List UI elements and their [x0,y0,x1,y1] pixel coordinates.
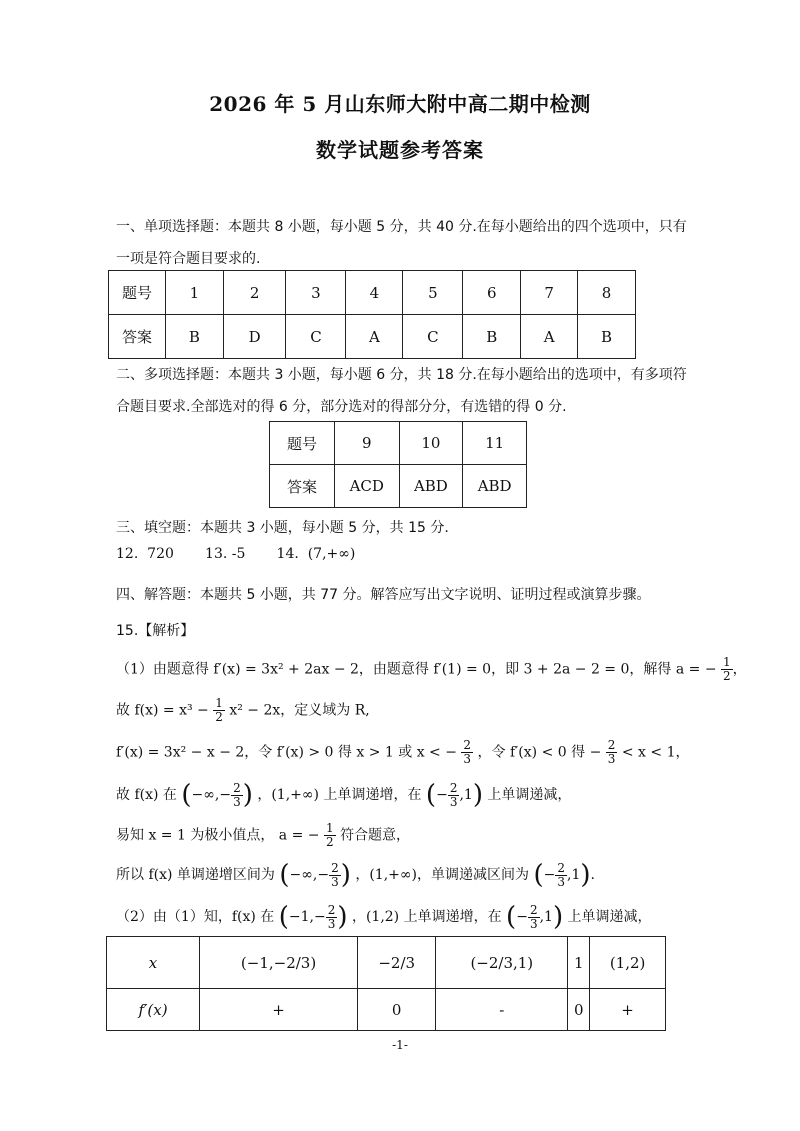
solution-text: 符合题意， [340,827,411,844]
table-cell: (1,2) [590,937,666,989]
table-row [109,271,636,315]
fraction [231,782,243,809]
fraction-numerator: 2 [233,780,241,795]
fraction [555,862,567,889]
fraction [329,862,341,889]
table-cell: 3 [286,271,346,315]
table-cell: A [346,315,403,359]
table-cell: ACD [335,465,400,508]
table-cell: + [200,989,358,1031]
table-cell: −2/3 [358,937,436,989]
fraction-denominator: 2 [215,710,223,724]
fraction [448,782,460,809]
fraction-numerator: 2 [463,738,472,752]
section1-heading: 一、单项选择题：本题共 8 小题，每小题 5 分，共 40 分.在每小题给出的四个选项中，只有 [116,219,687,235]
fraction-denominator: 3 [449,794,458,809]
multi-choice-answer-table [269,421,527,508]
row-label-question: 题号 [109,271,166,315]
solution-text: f′(x) = 3x² − x − 2，令 f′(x) > 0 得 x > 1 或 x < − [116,744,457,761]
solution-line: 所以 f(x) 单调递增区间为 (−∞,− $\frac{2}{3}$ ) ，(1,+∞)，单调递减区间为 (− $\frac{2}{3}$ ,1). [116,860,595,890]
table-row [270,465,527,508]
table-cell: 0 [568,989,590,1031]
solution-line: （2）由（1）知，f(x) 在 (−1,− $\frac{2}{3}$ ) ，(1,2) 上单调递增，在 (− $\frac{2}{3}$ ,1) 上单调递减， [116,902,652,932]
table-cell: + [590,989,666,1031]
fraction-denominator: 3 [463,752,472,766]
table-cell: 0 [358,989,436,1031]
table-cell: C [403,315,463,359]
solution-text: − [543,867,556,883]
solution-line [116,822,410,849]
solution-text: −1,− [288,909,326,925]
table-cell: A [521,315,578,359]
solution-text: 上单调递减， [567,909,652,925]
solution-text: ，令 f′(x) < 0 得 − [477,744,602,761]
fraction-numerator: 2 [331,860,339,875]
solution-text: − [436,787,448,803]
table-cell: 1 [166,271,224,315]
row-label-answer: 答案 [109,315,166,359]
fraction-numerator: 2 [449,780,458,795]
fraction-numerator: 1 [215,696,223,710]
fraction-denominator: 3 [327,916,336,931]
question-15-heading: 15.【解析】 [116,623,195,639]
derivative-sign-table [106,936,666,1031]
solution-text: （1）由题意得 f′(x) = 3x² + 2ax − 2，由题意得 f′(1) = 0，即 3 + 2a − 2 = 0，解得 a = − [116,661,717,678]
table-cell: B [166,315,224,359]
fraction-numerator: 2 [327,902,336,917]
row-label-derivative: f′(x) [107,989,200,1031]
solution-line: （1）由题意得 f′(x) = 3x² + 2ax − 2，由题意得 f′(1) = 0，即 3 + 2a − 2 = 0，解得 a = − $\frac{1}{2}$ ， [116,655,747,683]
table-cell: ABD [463,465,527,508]
solution-line [116,739,689,766]
single-choice-answer-table [108,270,636,359]
row-label-question: 题号 [270,422,335,465]
fraction-numerator: 2 [529,902,538,917]
fraction-denominator: 3 [607,752,616,766]
solution-text: 所以 f(x) 单调递增区间为 [116,867,275,883]
section2-heading: 二、多项选择题：本题共 3 小题，每小题 6 分，共 18 分.在每小题给出的选项中，有多项符 [116,367,687,383]
solution-text: ，(1,2) 上单调递增，在 [351,909,502,925]
table-cell: 2 [223,271,286,315]
table-cell: 6 [463,271,521,315]
table-cell: 8 [578,271,636,315]
section2-heading-cont: 合题目要求.全部选对的得 6 分，部分选对的得部分分，有选错的得 0 分. [116,399,567,415]
fraction [324,822,336,849]
table-cell: (−1,−2/3) [200,937,358,989]
fraction-denominator: 3 [233,794,241,809]
document-title: 2026 年 5 月山东师大附中高二期中检测 [209,92,591,116]
table-cell: ABD [399,465,463,508]
fraction [721,656,733,683]
table-cell: - [436,989,568,1031]
section3-heading: 三、填空题：本题共 3 小题，每小题 5 分，共 15 分. [116,520,449,536]
fill-in-answers: 12. 720 13. -5 14. (7,+∞) [116,546,356,562]
fraction-denominator: 2 [325,835,334,849]
solution-text: . [590,867,595,883]
solution-text: < x < 1， [621,744,690,761]
row-label-x: x [107,937,200,989]
solution-text: a = − [278,827,320,844]
table-row [107,937,666,989]
solution-text: − [516,909,528,925]
section1-heading-cont: 一项是符合题目要求的. [116,251,261,267]
table-cell: 4 [346,271,403,315]
fraction-numerator: 2 [557,860,566,875]
table-cell: D [223,315,286,359]
fraction [528,904,540,931]
solution-text: （2）由（1）知，f(x) 在 [116,909,275,925]
fraction-denominator: 3 [331,874,339,889]
fraction-denominator: 2 [723,669,731,683]
solution-text: ,1 [539,909,553,925]
document-subtitle: 数学试题参考答案 [316,138,484,162]
solution-text: −∞,− [191,787,232,803]
solution-text: ,1 [567,867,581,883]
fraction [606,739,618,766]
solution-text: 故 f(x) = x³ − [116,702,209,719]
solution-text: 上单调递减， [487,787,572,803]
table-cell: (−2/3,1) [436,937,568,989]
solution-text: ，(1,+∞) 上单调递增，在 [257,787,422,803]
fraction-numerator: 2 [607,738,616,752]
table-cell: 7 [521,271,578,315]
fraction-numerator: 1 [325,821,334,835]
table-cell: 1 [568,937,590,989]
fraction-denominator: 3 [529,916,538,931]
solution-line: 故 f(x) 在 (−∞,− $\frac{2}{3}$ ) ，(1,+∞) 上单调递增，在 (− $\frac{2}{3}$ ,1) 上单调递减， [116,780,572,810]
solution-text: ，(1,+∞)，单调递减区间为 [355,867,530,883]
fraction-numerator: 1 [723,655,731,669]
table-row [270,422,527,465]
table-cell: 9 [335,422,400,465]
table-cell: C [286,315,346,359]
fraction-denominator: 3 [557,874,566,889]
solution-text: 故 f(x) 在 [116,787,177,803]
table-cell: B [578,315,636,359]
solution-text: ,1 [459,787,473,803]
page-number: -1- [392,1038,408,1052]
table-cell: 5 [403,271,463,315]
table-row [107,989,666,1031]
table-cell: B [463,315,521,359]
row-label-answer: 答案 [270,465,335,508]
fraction [326,904,338,931]
table-cell: 11 [463,422,527,465]
solution-text: −∞,− [289,867,330,883]
solution-line [116,697,370,724]
solution-text: x² − 2x，定义域为 R, [229,702,370,719]
table-cell: 10 [399,422,463,465]
fraction [213,697,225,724]
table-row [109,315,636,359]
fraction [461,739,473,766]
solution-text: 易知 x = 1 为极小值点， [116,827,275,844]
section4-heading: 四、解答题：本题共 5 小题，共 77 分。解答应写出文字说明、证明过程或演算步骤。 [116,587,651,603]
